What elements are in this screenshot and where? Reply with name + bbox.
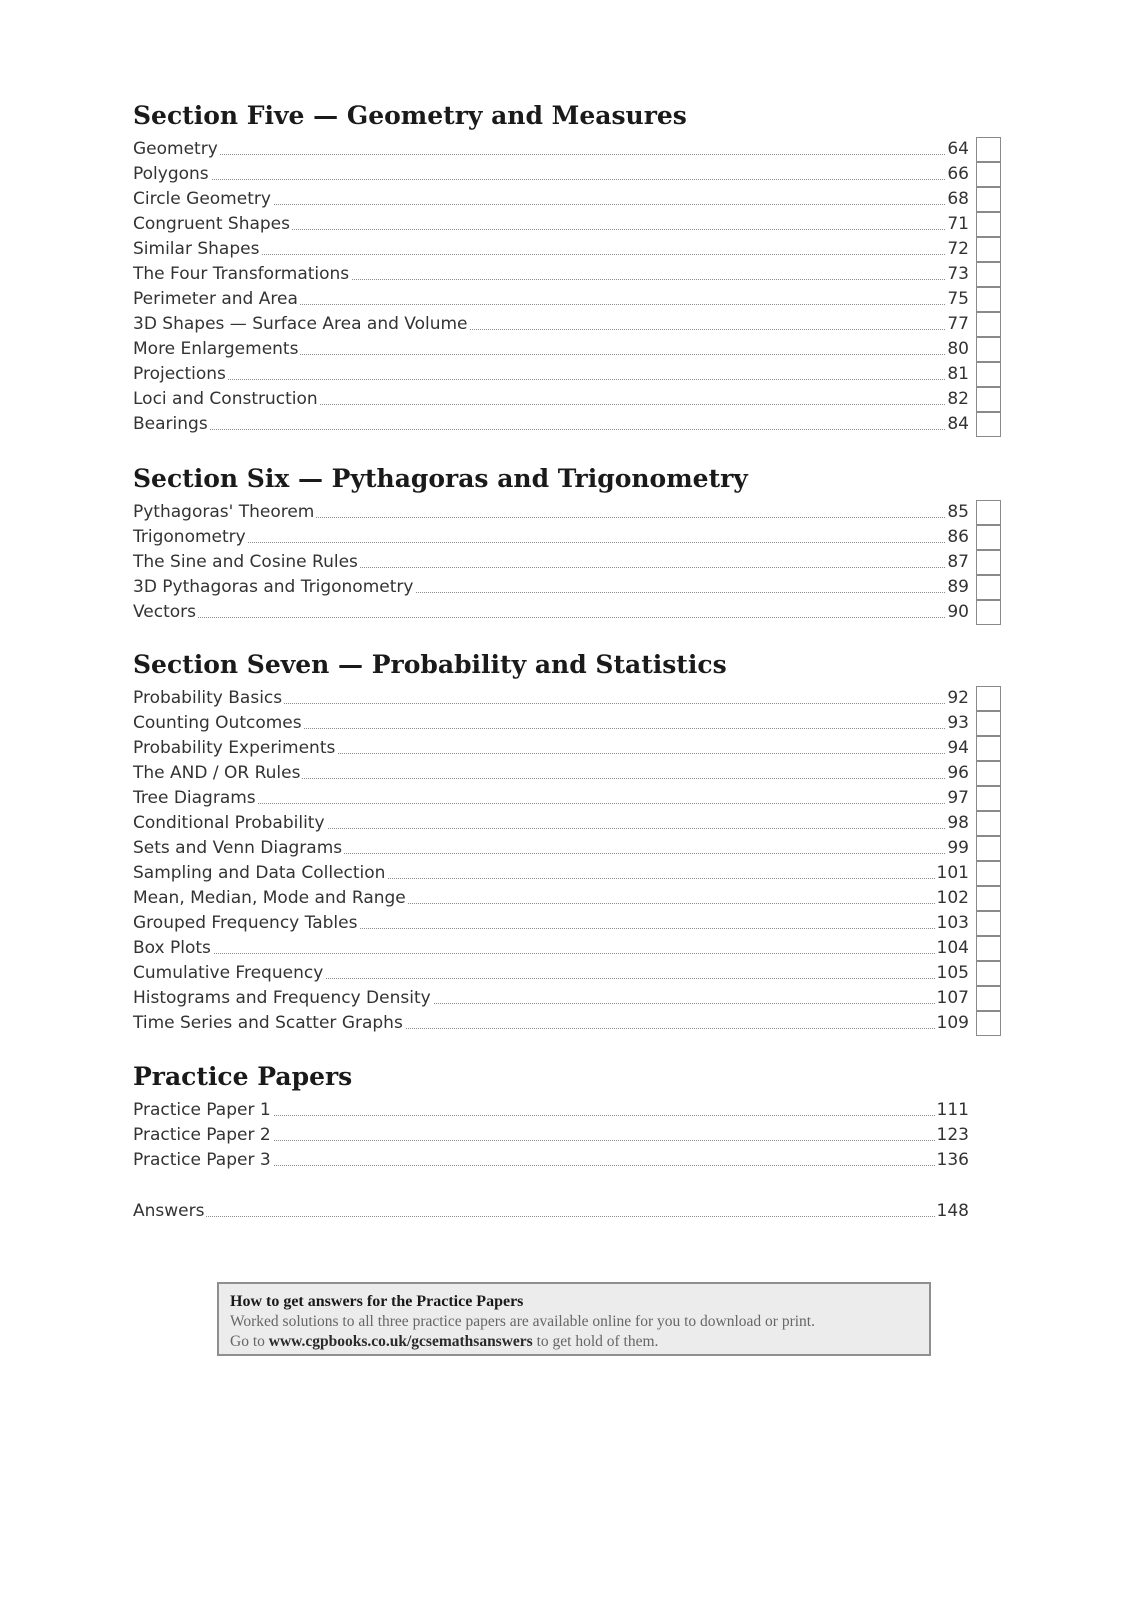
entry-page-number: 92 (945, 686, 969, 711)
info-box-title: How to get answers for the Practice Papers (230, 1293, 524, 1310)
entry-page-number: 75 (945, 287, 969, 312)
toc-entry[interactable] (133, 886, 1023, 911)
toc-entry[interactable] (133, 711, 1023, 736)
practice-papers-answers-info-box (217, 1282, 931, 1356)
entry-label: Histograms and Frequency Density (133, 986, 433, 1011)
progress-checkbox[interactable] (976, 312, 1001, 337)
toc-entry[interactable] (133, 936, 1023, 961)
entry-page-number: 93 (945, 711, 969, 736)
section-practice-papers (133, 1062, 1023, 1173)
progress-checkbox[interactable] (976, 237, 1001, 262)
toc-entry[interactable] (133, 600, 1023, 625)
entry-page-number: 98 (945, 811, 969, 836)
entry-label: Conditional Probability (133, 811, 327, 836)
info-box-line-1: Worked solutions to all three practice papers are available online for you to download or print. (230, 1313, 815, 1330)
progress-checkbox[interactable] (976, 137, 1001, 162)
entry-page-number: 80 (945, 337, 969, 362)
progress-checkbox[interactable] (976, 761, 1001, 786)
leader-dots (133, 379, 969, 380)
progress-checkbox[interactable] (976, 736, 1001, 761)
progress-checkbox[interactable] (976, 287, 1001, 312)
toc-entry[interactable] (133, 1123, 1023, 1148)
entry-label: Practice Paper 1 (133, 1098, 273, 1123)
entry-label: Projections (133, 362, 228, 387)
entry-label: More Enlargements (133, 337, 300, 362)
entry-label: Circle Geometry (133, 187, 273, 212)
progress-checkbox[interactable] (976, 525, 1001, 550)
entry-label: Similar Shapes (133, 237, 261, 262)
answers-entry[interactable] (133, 1199, 1023, 1224)
answers-entry-wrap (133, 1199, 1023, 1224)
toc-entry[interactable] (133, 312, 1023, 337)
entry-label: Probability Experiments (133, 736, 337, 761)
progress-checkbox[interactable] (976, 187, 1001, 212)
entry-page-number: 101 (935, 861, 969, 886)
leader-dots (133, 953, 969, 954)
progress-checkbox[interactable] (976, 575, 1001, 600)
entry-label: The Four Transformations (133, 262, 351, 287)
entry-label: Sampling and Data Collection (133, 861, 387, 886)
entry-label: Probability Basics (133, 686, 284, 711)
entry-page-number: 77 (945, 312, 969, 337)
entry-label: 3D Pythagoras and Trigonometry (133, 575, 415, 600)
entry-page-number: 97 (945, 786, 969, 811)
progress-checkbox[interactable] (976, 911, 1001, 936)
entry-page-number: 123 (935, 1123, 969, 1148)
entry-label: Practice Paper 2 (133, 1123, 273, 1148)
toc-entry[interactable] (133, 187, 1023, 212)
entry-page-number: 64 (945, 137, 969, 162)
info-box-line-2-suffix: to get hold of them. (532, 1333, 659, 1350)
progress-checkbox[interactable] (976, 550, 1001, 575)
progress-checkbox[interactable] (976, 711, 1001, 736)
entry-page-number: 96 (945, 761, 969, 786)
entry-label: Cumulative Frequency (133, 961, 325, 986)
progress-checkbox[interactable] (976, 600, 1001, 625)
entry-page-number: 105 (935, 961, 969, 986)
entry-label: Time Series and Scatter Graphs (133, 1011, 405, 1036)
section-title: Section Six — Pythagoras and Trigonometry (133, 464, 748, 493)
progress-checkbox[interactable] (976, 686, 1001, 711)
toc-entry[interactable] (133, 550, 1023, 575)
info-box-line-2-prefix: Go to (230, 1333, 269, 1350)
info-box-line-2 (230, 1332, 918, 1352)
toc-entry[interactable] (133, 786, 1023, 811)
toc-entry[interactable] (133, 162, 1023, 187)
entry-page-number: 72 (945, 237, 969, 262)
progress-checkbox[interactable] (976, 162, 1001, 187)
entry-page-number: 94 (945, 736, 969, 761)
section-title: Section Five — Geometry and Measures (133, 101, 687, 130)
toc-entry[interactable] (133, 836, 1023, 861)
toc-entry[interactable] (133, 986, 1023, 1011)
leader-dots (133, 1216, 969, 1217)
progress-checkbox[interactable] (976, 861, 1001, 886)
entry-label: Practice Paper 3 (133, 1148, 273, 1173)
entry-label: The AND / OR Rules (133, 761, 302, 786)
entry-page-number: 86 (945, 525, 969, 550)
progress-checkbox[interactable] (976, 337, 1001, 362)
progress-checkbox[interactable] (976, 986, 1001, 1011)
toc-entry[interactable] (133, 362, 1023, 387)
progress-checkbox[interactable] (976, 886, 1001, 911)
toc-entry[interactable] (133, 1011, 1023, 1036)
leader-dots (133, 803, 969, 804)
toc-entry[interactable] (133, 337, 1023, 362)
section-title: Practice Papers (133, 1062, 353, 1091)
leader-dots (133, 617, 969, 618)
progress-checkbox[interactable] (976, 836, 1001, 861)
entry-label: Bearings (133, 412, 210, 437)
entry-page-number: 111 (935, 1098, 969, 1123)
entry-page-number: 87 (945, 550, 969, 575)
entry-page-number: 81 (945, 362, 969, 387)
entry-page-number: 102 (935, 886, 969, 911)
leader-dots (133, 429, 969, 430)
toc-entry[interactable] (133, 387, 1023, 412)
entry-page-number: 73 (945, 262, 969, 287)
toc-entry[interactable] (133, 525, 1023, 550)
entry-label: Grouped Frequency Tables (133, 911, 359, 936)
answers-url-link[interactable]: www.cgpbooks.co.uk/gcsemathsanswers (268, 1333, 533, 1350)
toc-entry[interactable] (133, 137, 1023, 162)
toc-entry[interactable] (133, 1148, 1023, 1173)
entry-label: Pythagoras' Theorem (133, 500, 316, 525)
toc-entry[interactable] (133, 686, 1023, 711)
entry-page-number: 90 (945, 600, 969, 625)
entry-label: Perimeter and Area (133, 287, 300, 312)
entry-page-number: 89 (945, 575, 969, 600)
progress-checkbox[interactable] (976, 262, 1001, 287)
entry-label: Counting Outcomes (133, 711, 304, 736)
entry-label: Congruent Shapes (133, 212, 292, 237)
progress-checkbox[interactable] (976, 500, 1001, 525)
entry-label: Answers (133, 1199, 206, 1224)
leader-dots (133, 179, 969, 180)
toc-entry[interactable] (133, 736, 1023, 761)
toc-entry[interactable] (133, 761, 1023, 786)
progress-checkbox[interactable] (976, 387, 1001, 412)
toc-entry[interactable] (133, 575, 1023, 600)
entry-page-number: 136 (935, 1148, 969, 1173)
toc-entry[interactable] (133, 500, 1023, 525)
entry-label: Polygons (133, 162, 211, 187)
section-six (133, 464, 1023, 625)
entry-page-number: 85 (945, 500, 969, 525)
progress-checkbox[interactable] (976, 811, 1001, 836)
toc-entry[interactable] (133, 412, 1023, 437)
entry-label: Box Plots (133, 936, 213, 961)
toc-entry[interactable] (133, 861, 1023, 886)
progress-checkbox[interactable] (976, 786, 1001, 811)
toc-entry[interactable] (133, 262, 1023, 287)
leader-dots (133, 154, 969, 155)
entry-label: 3D Shapes — Surface Area and Volume (133, 312, 470, 337)
entry-page-number: 71 (945, 212, 969, 237)
toc-entry[interactable] (133, 212, 1023, 237)
toc-entry[interactable] (133, 811, 1023, 836)
entry-page-number: 148 (935, 1199, 969, 1224)
entry-page-number: 104 (935, 936, 969, 961)
entry-page-number: 84 (945, 412, 969, 437)
progress-checkbox[interactable] (976, 412, 1001, 437)
entry-label: Geometry (133, 137, 220, 162)
section-five (133, 101, 1023, 437)
toc-entry[interactable] (133, 1098, 1023, 1123)
progress-checkbox[interactable] (976, 936, 1001, 961)
progress-checkbox[interactable] (976, 1011, 1001, 1036)
progress-checkbox[interactable] (976, 362, 1001, 387)
section-title: Section Seven — Probability and Statistics (133, 650, 727, 679)
progress-checkbox[interactable] (976, 212, 1001, 237)
entry-page-number: 68 (945, 187, 969, 212)
toc-entry[interactable] (133, 287, 1023, 312)
entry-label: Tree Diagrams (133, 786, 258, 811)
entry-page-number: 99 (945, 836, 969, 861)
entry-label: Vectors (133, 600, 198, 625)
entry-page-number: 103 (935, 911, 969, 936)
toc-entry[interactable] (133, 237, 1023, 262)
entry-page-number: 107 (935, 986, 969, 1011)
entry-page-number: 82 (945, 387, 969, 412)
entry-label: The Sine and Cosine Rules (133, 550, 360, 575)
entry-label: Loci and Construction (133, 387, 320, 412)
entry-label: Mean, Median, Mode and Range (133, 886, 408, 911)
entry-label: Trigonometry (133, 525, 248, 550)
progress-checkbox[interactable] (976, 961, 1001, 986)
entry-page-number: 66 (945, 162, 969, 187)
toc-entry[interactable] (133, 911, 1023, 936)
toc-entry[interactable] (133, 961, 1023, 986)
section-seven (133, 650, 1023, 1036)
leader-dots (133, 542, 969, 543)
entry-label: Sets and Venn Diagrams (133, 836, 344, 861)
entry-page-number: 109 (935, 1011, 969, 1036)
